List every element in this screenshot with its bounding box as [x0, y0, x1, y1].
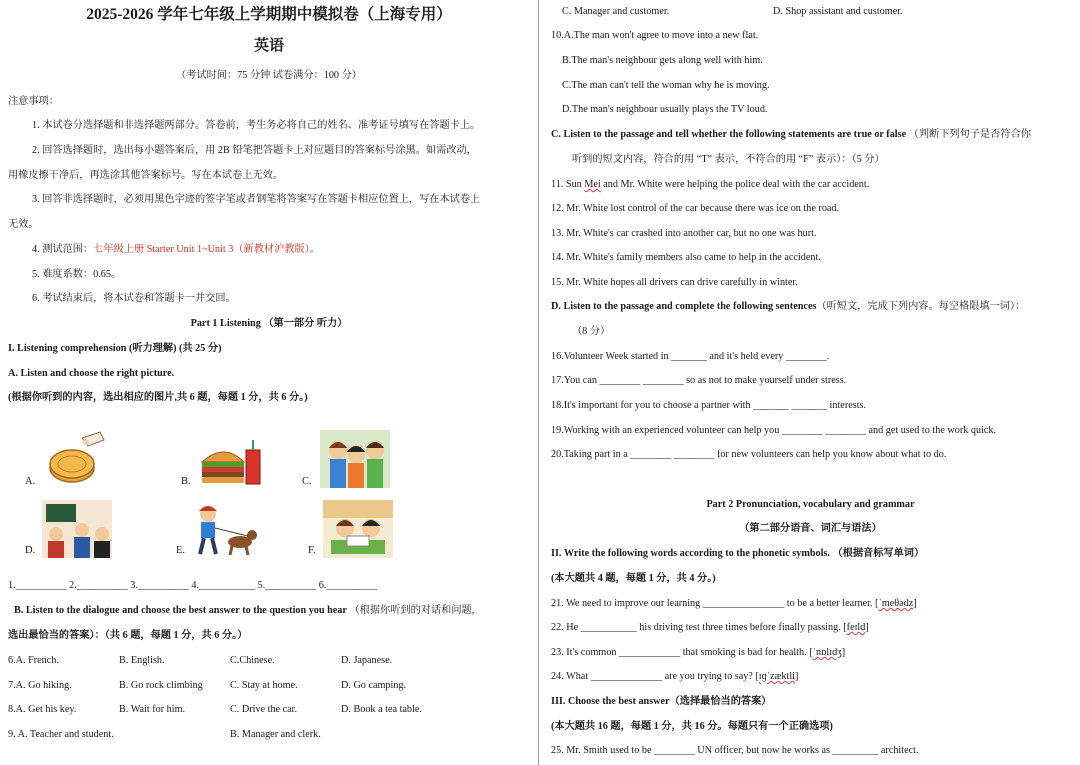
q9-option-d: D. Shop assistant and customer. — [773, 6, 903, 17]
q9-option-b: B. Manager and clerk. — [230, 729, 321, 740]
section-2-heading — [551, 547, 924, 561]
section-3-heading: III. Choose the best answer（选择最恰当的答案） — [551, 696, 772, 707]
q17: 17.You can ________ ________ so as not to make yourself under stress. — [551, 375, 847, 386]
q9-option-c: C. Manager and customer. — [562, 6, 670, 17]
q19: 19.Working with an experienced volunteer can help you ________ ________ and get used to the work quick. — [551, 425, 997, 436]
q23-text: 23. It's common ____________ that smoking is bad for health. [ — [551, 647, 813, 658]
answer-blank-2: 2.__________ — [69, 580, 128, 591]
q10-option-c: C.The man can't tell the woman why he is moving. — [562, 80, 770, 91]
section-1-heading: I. Listening comprehension (听力理解) (共 25 分) — [8, 343, 222, 354]
section-a-instructions: (根据你听到的内容，选出相应的图片,共 6 题，每题 1 分，共 6 分。) — [8, 392, 308, 403]
answer-blank-1: 1.__________ — [8, 580, 67, 591]
picture-label-e: E. — [176, 545, 186, 556]
picture-label-a: A. — [25, 476, 36, 487]
q13: 13. Mr. White's car crashed into another car, but no one was hurt. — [551, 228, 817, 239]
left-column — [0, 0, 538, 765]
q11-text-a: 11. Sun — [551, 179, 585, 190]
q11 — [551, 178, 869, 192]
part2-heading: Part 2 Pronunciation, vocabulary and grammar — [706, 499, 915, 510]
note-1: 1. 本试卷分选择题和非选择题两部分。答卷前，考生务必将自己的姓名、准考证号填写在答题卡上。 — [32, 120, 481, 131]
section-b-title: B. Listen to the dialogue and choose the best answer to the question you hear — [14, 605, 347, 616]
section-2-cn: （根据音标写单词） — [832, 548, 925, 559]
exam-info: （考试时间：75 分钟 试卷满分：100 分） — [176, 70, 362, 81]
q24-close: ] — [795, 671, 799, 682]
picture-label-b: B. — [181, 476, 191, 487]
note-6: 6. 考试结束后，将本试卷和答题卡一并交回。 — [32, 293, 236, 304]
note-3: 3. 回答非选择题时，必须用黑色字迹的签字笔或者钢笔将答案写在答题卡相应位置上，写在本试卷上 — [32, 194, 481, 205]
q24-phonetic: ɪɡˈzæktli — [758, 671, 795, 682]
section-c-instructions: 听到的短文内容，符合的用 “T” 表示，不符合的用 “F” 表示）：（5 分） — [572, 154, 885, 165]
q22-phonetic: feɪld — [846, 622, 866, 633]
q7-option-c: C. Stay at home. — [230, 680, 298, 691]
q25: 25. Mr. Smith used to be ________ UN officer, but now he works as _________ architect. — [551, 745, 919, 756]
fast-food-picture — [196, 436, 266, 494]
note-4-prefix: 4. 测试范围： — [32, 244, 94, 255]
section-2-score: (本大题共 4 题，每题 1 分，共 4 分。) — [551, 573, 716, 584]
exam-title: 2025-2026 学年七年级上学期期中模拟卷（上海专用） — [86, 6, 452, 23]
section-c-heading — [551, 128, 1031, 142]
section-d-heading — [551, 300, 1025, 314]
q8-option-c: C. Drive the car. — [230, 704, 298, 715]
part2-heading-cn: （第二部分语音、词汇与语法） — [739, 523, 882, 534]
part1-heading: Part 1 Listening （第一部分 听力） — [190, 318, 348, 329]
section-d-score: （8 分） — [572, 326, 611, 337]
note-4-range: 七年级上册 Starter Unit 1~Unit 3（新教材沪教版）。 — [93, 244, 320, 255]
q6-option-b: B. English. — [119, 655, 165, 666]
boy-and-dog-picture — [190, 500, 260, 558]
note-4 — [32, 243, 320, 257]
q22-text: 22. He ___________ his driving test three times before finally passing. [ — [551, 622, 847, 633]
q9-option-a: 9. A. Teacher and student. — [8, 729, 114, 740]
q23-phonetic: ˈnɒlɪdʒ — [812, 647, 842, 658]
q15: 15. Mr. White hopes all drivers can drive carefully in winter. — [551, 277, 798, 288]
q10-option-d: D.The man's neighbour usually plays the TV loud. — [562, 104, 768, 115]
reading-picture — [323, 500, 393, 558]
picture-label-d: D. — [25, 545, 36, 556]
q6-option-c: C.Chinese. — [230, 655, 275, 666]
q20: 20.Taking part in a ________ ________ for new volunteers can help you know about what to do. — [551, 449, 947, 460]
section-d-title: D. Listen to the passage and complete the following sentences — [551, 301, 817, 312]
column-divider — [538, 0, 539, 765]
note-5: 5. 难度系数：0.65。 — [32, 269, 122, 280]
q21-phonetic: ˈmeθədz — [878, 598, 914, 609]
answer-blank-5: 5.__________ — [257, 580, 317, 591]
q22-close: ] — [865, 622, 869, 633]
answer-blank-3: 3.__________ — [130, 580, 189, 591]
q24-text: 24. What ______________ are you trying to say? [ — [551, 671, 759, 682]
q22 — [551, 621, 869, 635]
q23-close: ] — [841, 647, 846, 658]
section-2-title: II. Write the following words according to the phonetic symbols. — [551, 548, 830, 559]
right-column — [541, 0, 1080, 765]
q10-option-a: 10.A.The man won't agree to move into a new flat. — [551, 30, 759, 41]
q21 — [551, 597, 917, 611]
q14: 14. Mr. White's family members also came to help in the accident. — [551, 252, 821, 263]
section-b-cn-1: （根据你听到的对话和问题, — [349, 605, 475, 616]
section-d-cn-1: （听短文，完成下列内容。每空格限填一词）： — [816, 301, 1026, 312]
mooncake-picture — [42, 428, 112, 486]
q7-option-d: D. Go camping. — [341, 680, 407, 691]
section-b-heading — [14, 604, 474, 618]
q6-option-a: 6.A. French. — [8, 655, 59, 666]
section-b-instructions: 选出最恰当的答案）：（共 6 题，每题 1 分，共 6 分。） — [8, 630, 248, 641]
q8-option-d: D. Book a tea table. — [341, 704, 422, 715]
q18: 18.It's important for you to choose a partner with _______ _______ interests. — [551, 400, 867, 411]
classroom-picture — [42, 500, 112, 558]
friends-picture — [320, 430, 390, 488]
note-2: 2. 回答选择题时，选出每小题答案后，用 2B 铅笔把答题卡上对应题目的答案标号涂黑。如需改动， — [32, 145, 477, 156]
section-3-score: (本大题共 16 题，每题 1 分，共 16 分。每题只有一个正确选项) — [551, 721, 833, 732]
q11-name: Mei — [584, 179, 601, 190]
note-2-cont: 用橡皮擦干净后，再选涂其他答案标号。写在本试卷上无效。 — [8, 170, 284, 181]
q23 — [551, 646, 845, 660]
section-a-heading: A. Listen and choose the right picture. — [8, 368, 175, 379]
q12: 12. Mr. White lost control of the car because there was ice on the road. — [551, 203, 840, 214]
note-3-cont: 无效。 — [8, 219, 39, 230]
subject-title: 英语 — [253, 38, 284, 54]
picture-label-c: C. — [302, 476, 312, 487]
q11-text-b: and Mr. White were helping the police deal with the car accident. — [600, 179, 870, 190]
q21-close: ] — [913, 598, 917, 609]
q8-option-a: 8.A. Get his key. — [8, 704, 77, 715]
q8-option-b: B. Wait for him. — [119, 704, 186, 715]
q21-text: 21. We need to improve our learning ________________ to be a better learner. [ — [551, 598, 879, 609]
q16: 16.Volunteer Week started in _______ and it's held every ________. — [551, 351, 830, 362]
q24 — [551, 670, 798, 684]
q7-option-a: 7.A. Go hiking. — [8, 680, 72, 691]
q6-option-d: D. Japanese. — [341, 655, 393, 666]
q7-option-b: B. Go rock climbing — [119, 680, 203, 691]
notice-title: 注意事项： — [8, 96, 59, 107]
q10-option-b: B.The man's neighbour gets along well with him. — [562, 55, 763, 66]
section-c-title: C. Listen to the passage and tell whether the following statements are true or false — [551, 129, 907, 140]
answer-blank-4: 4.___________ — [191, 580, 256, 591]
answer-blank-6: 6.__________ — [318, 580, 378, 591]
answer-blanks — [8, 579, 377, 593]
picture-label-f: F. — [308, 545, 316, 556]
section-c-cn-1: （判断下列句子是否符合你 — [908, 129, 1031, 140]
